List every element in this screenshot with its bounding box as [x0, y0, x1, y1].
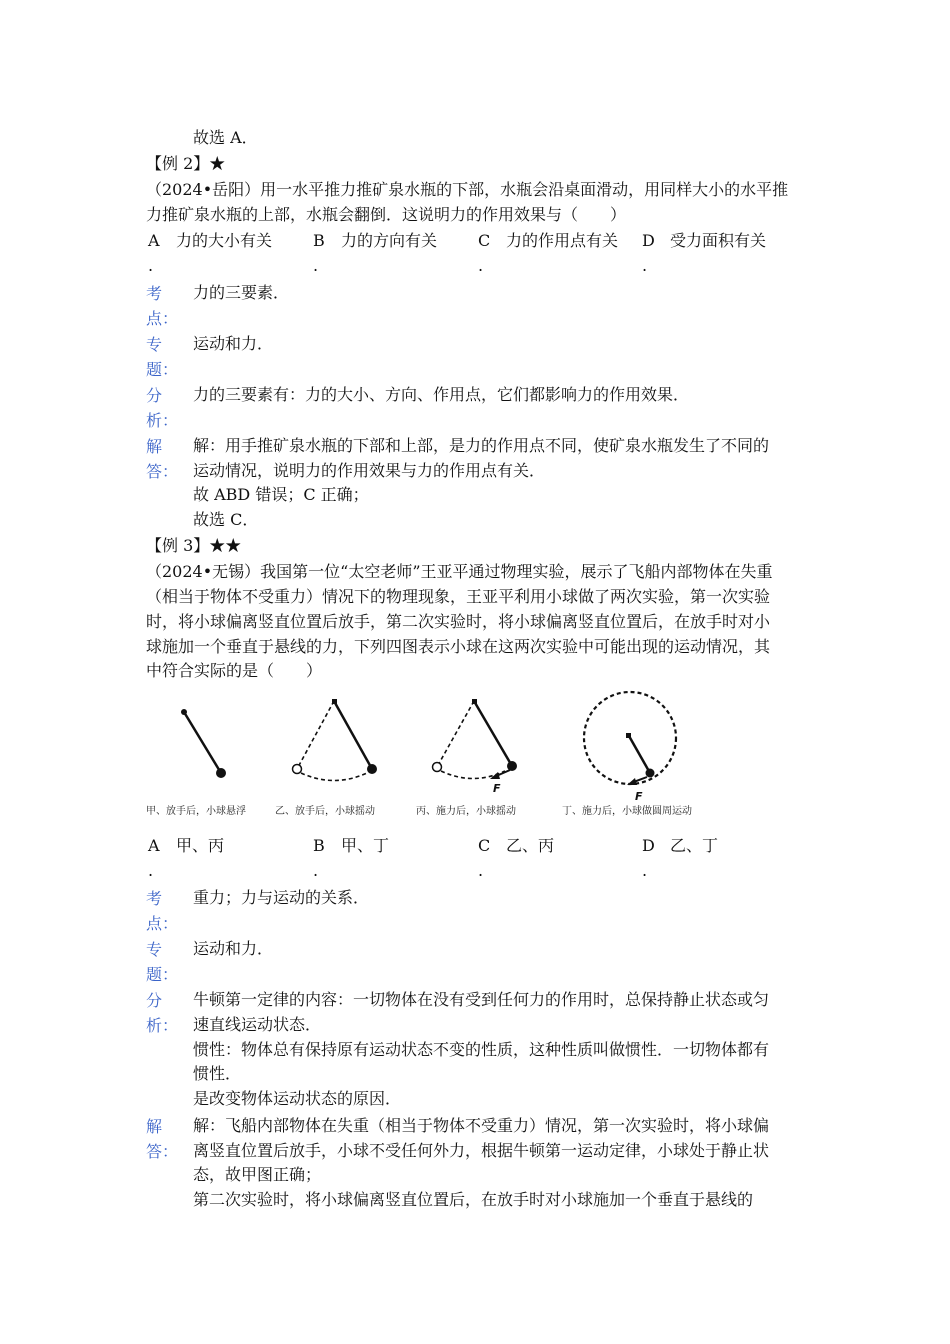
fenxi-label: 分 析： — [146, 991, 179, 1035]
option-dot: . — [313, 861, 319, 880]
jieda-line: 态，故甲图正确； — [193, 1165, 322, 1184]
option-dot: . — [148, 256, 154, 275]
fenxi-text: 力的三要素有：力的大小、方向、作用点，它们都影响力的作用效果． — [193, 385, 690, 404]
pendulum-diagrams — [143, 688, 718, 806]
zhuanti-text: 运动和力． — [193, 939, 274, 958]
jieda-line: 运动情况，说明力的作用效果与力的作用点有关． — [193, 461, 546, 480]
example-3-option-d: D 乙、丁 — [642, 836, 719, 855]
example-2-option-d: D 受力面积有关 — [642, 231, 767, 250]
jieda-line: 离竖直位置后放手，小球不受任何外力，根据牛顿第一运动定律，小球处于静止状 — [193, 1141, 770, 1160]
jieda-label: 解 答： — [146, 437, 179, 481]
jieda-line: 解：飞船内部物体在失重（相当于物体不受重力）情况，第一次实验时，将小球偏 — [193, 1116, 770, 1135]
kaodian-text: 力的三要素． — [193, 283, 290, 302]
option-dot: . — [148, 861, 154, 880]
caption-bing: 丙、施力后，小球摇动 — [416, 806, 516, 817]
example-3-question-line: 球施加一个垂直于悬线的力，下列四图表示小球在这两次实验中可能出现的运动情况，其 — [146, 637, 771, 656]
jieda-line: 解：用手推矿泉水瓶的下部和上部，是力的作用点不同，使矿泉水瓶发生了不同的 — [193, 436, 770, 455]
example-3-question-line: （相当于物体不受重力）情况下的物理现象，王亚平利用小球做了两次实验，第一次实验 — [146, 587, 771, 606]
example-3-option-a: A 甲、丙 — [148, 836, 225, 855]
jieda-label: 解 答： — [146, 1117, 179, 1161]
option-dot: . — [478, 256, 484, 275]
fenxi-label: 分 析： — [146, 386, 179, 430]
jieda-line: 故选 C． — [193, 510, 259, 529]
example-2-option-b: B 力的方向有关 — [313, 231, 438, 250]
zhuanti-label: 专 题： — [146, 335, 179, 379]
fenxi-line: 是改变物体运动状态的原因． — [193, 1089, 402, 1108]
zhuanti-text: 运动和力． — [193, 334, 274, 353]
diagram-yi — [293, 699, 378, 781]
example-2-header: 【例 2】★ — [146, 154, 226, 173]
example-2-question-line-2: 力推矿泉水瓶的上部，水瓶会翻倒．这说明力的作用效果与（ ） — [146, 205, 627, 224]
option-dot: . — [642, 861, 648, 880]
pendulum-figure — [143, 688, 718, 828]
previous-answer-conclusion: 故选 A． — [193, 128, 258, 147]
jieda-line: 故 ABD 错误；C 正确； — [193, 485, 369, 504]
kaodian-text: 重力；力与运动的关系． — [193, 888, 370, 907]
caption-ding: 丁、施力后，小球做圆周运动 — [562, 806, 692, 817]
fenxi-line: 惯性． — [193, 1064, 242, 1083]
example-3-option-c: C 乙、丙 — [478, 836, 555, 855]
example-3-option-b: B 甲、丁 — [313, 836, 390, 855]
example-3-question-line: （2024•无锡）我国第一位“太空老师”王亚平通过物理实验，展示了飞船内部物体在失重 — [146, 562, 773, 581]
fenxi-line: 速直线运动状态． — [193, 1015, 322, 1034]
caption-yi: 乙、放手后，小球摇动 — [275, 806, 375, 817]
kaodian-label: 考 点： — [146, 284, 179, 328]
diagram-bing — [433, 699, 518, 795]
force-label-bing: F — [493, 782, 501, 795]
diagram-ding — [584, 692, 676, 803]
jieda-line: 第二次实验时，将小球偏离竖直位置后，在放手时对小球施加一个垂直于悬线的 — [193, 1190, 754, 1209]
option-dot: . — [478, 861, 484, 880]
fenxi-line: 牛顿第一定律的内容：一切物体在没有受到任何力的作用时，总保持静止状态或匀 — [193, 990, 770, 1009]
example-2-option-c: C 力的作用点有关 — [478, 231, 619, 250]
caption-jia: 甲、放手后，小球悬浮 — [146, 806, 246, 817]
diagram-jia — [181, 709, 226, 778]
option-dot: . — [642, 256, 648, 275]
zhuanti-label: 专 题： — [146, 940, 179, 984]
example-3-question-line: 时，将小球偏离竖直位置后放手，第二次实验时，将小球偏离竖直位置后，在放手时对小 — [146, 612, 771, 631]
example-2-question-line-1: （2024•岳阳）用一水平推力推矿泉水瓶的下部，水瓶会沿桌面滑动，用同样大小的水平推 — [146, 180, 789, 199]
kaodian-label: 考 点： — [146, 889, 179, 933]
example-3-question-line: 中符合实际的是（ ） — [146, 661, 323, 680]
example-2-option-a: A 力的大小有关 — [148, 231, 273, 250]
example-3-header: 【例 3】★★ — [146, 536, 242, 555]
fenxi-line: 惯性：物体总有保持原有运动状态不变的性质，这种性质叫做惯性．一切物体都有 — [193, 1040, 770, 1059]
option-dot: . — [313, 256, 319, 275]
force-label-ding: F — [635, 790, 643, 803]
